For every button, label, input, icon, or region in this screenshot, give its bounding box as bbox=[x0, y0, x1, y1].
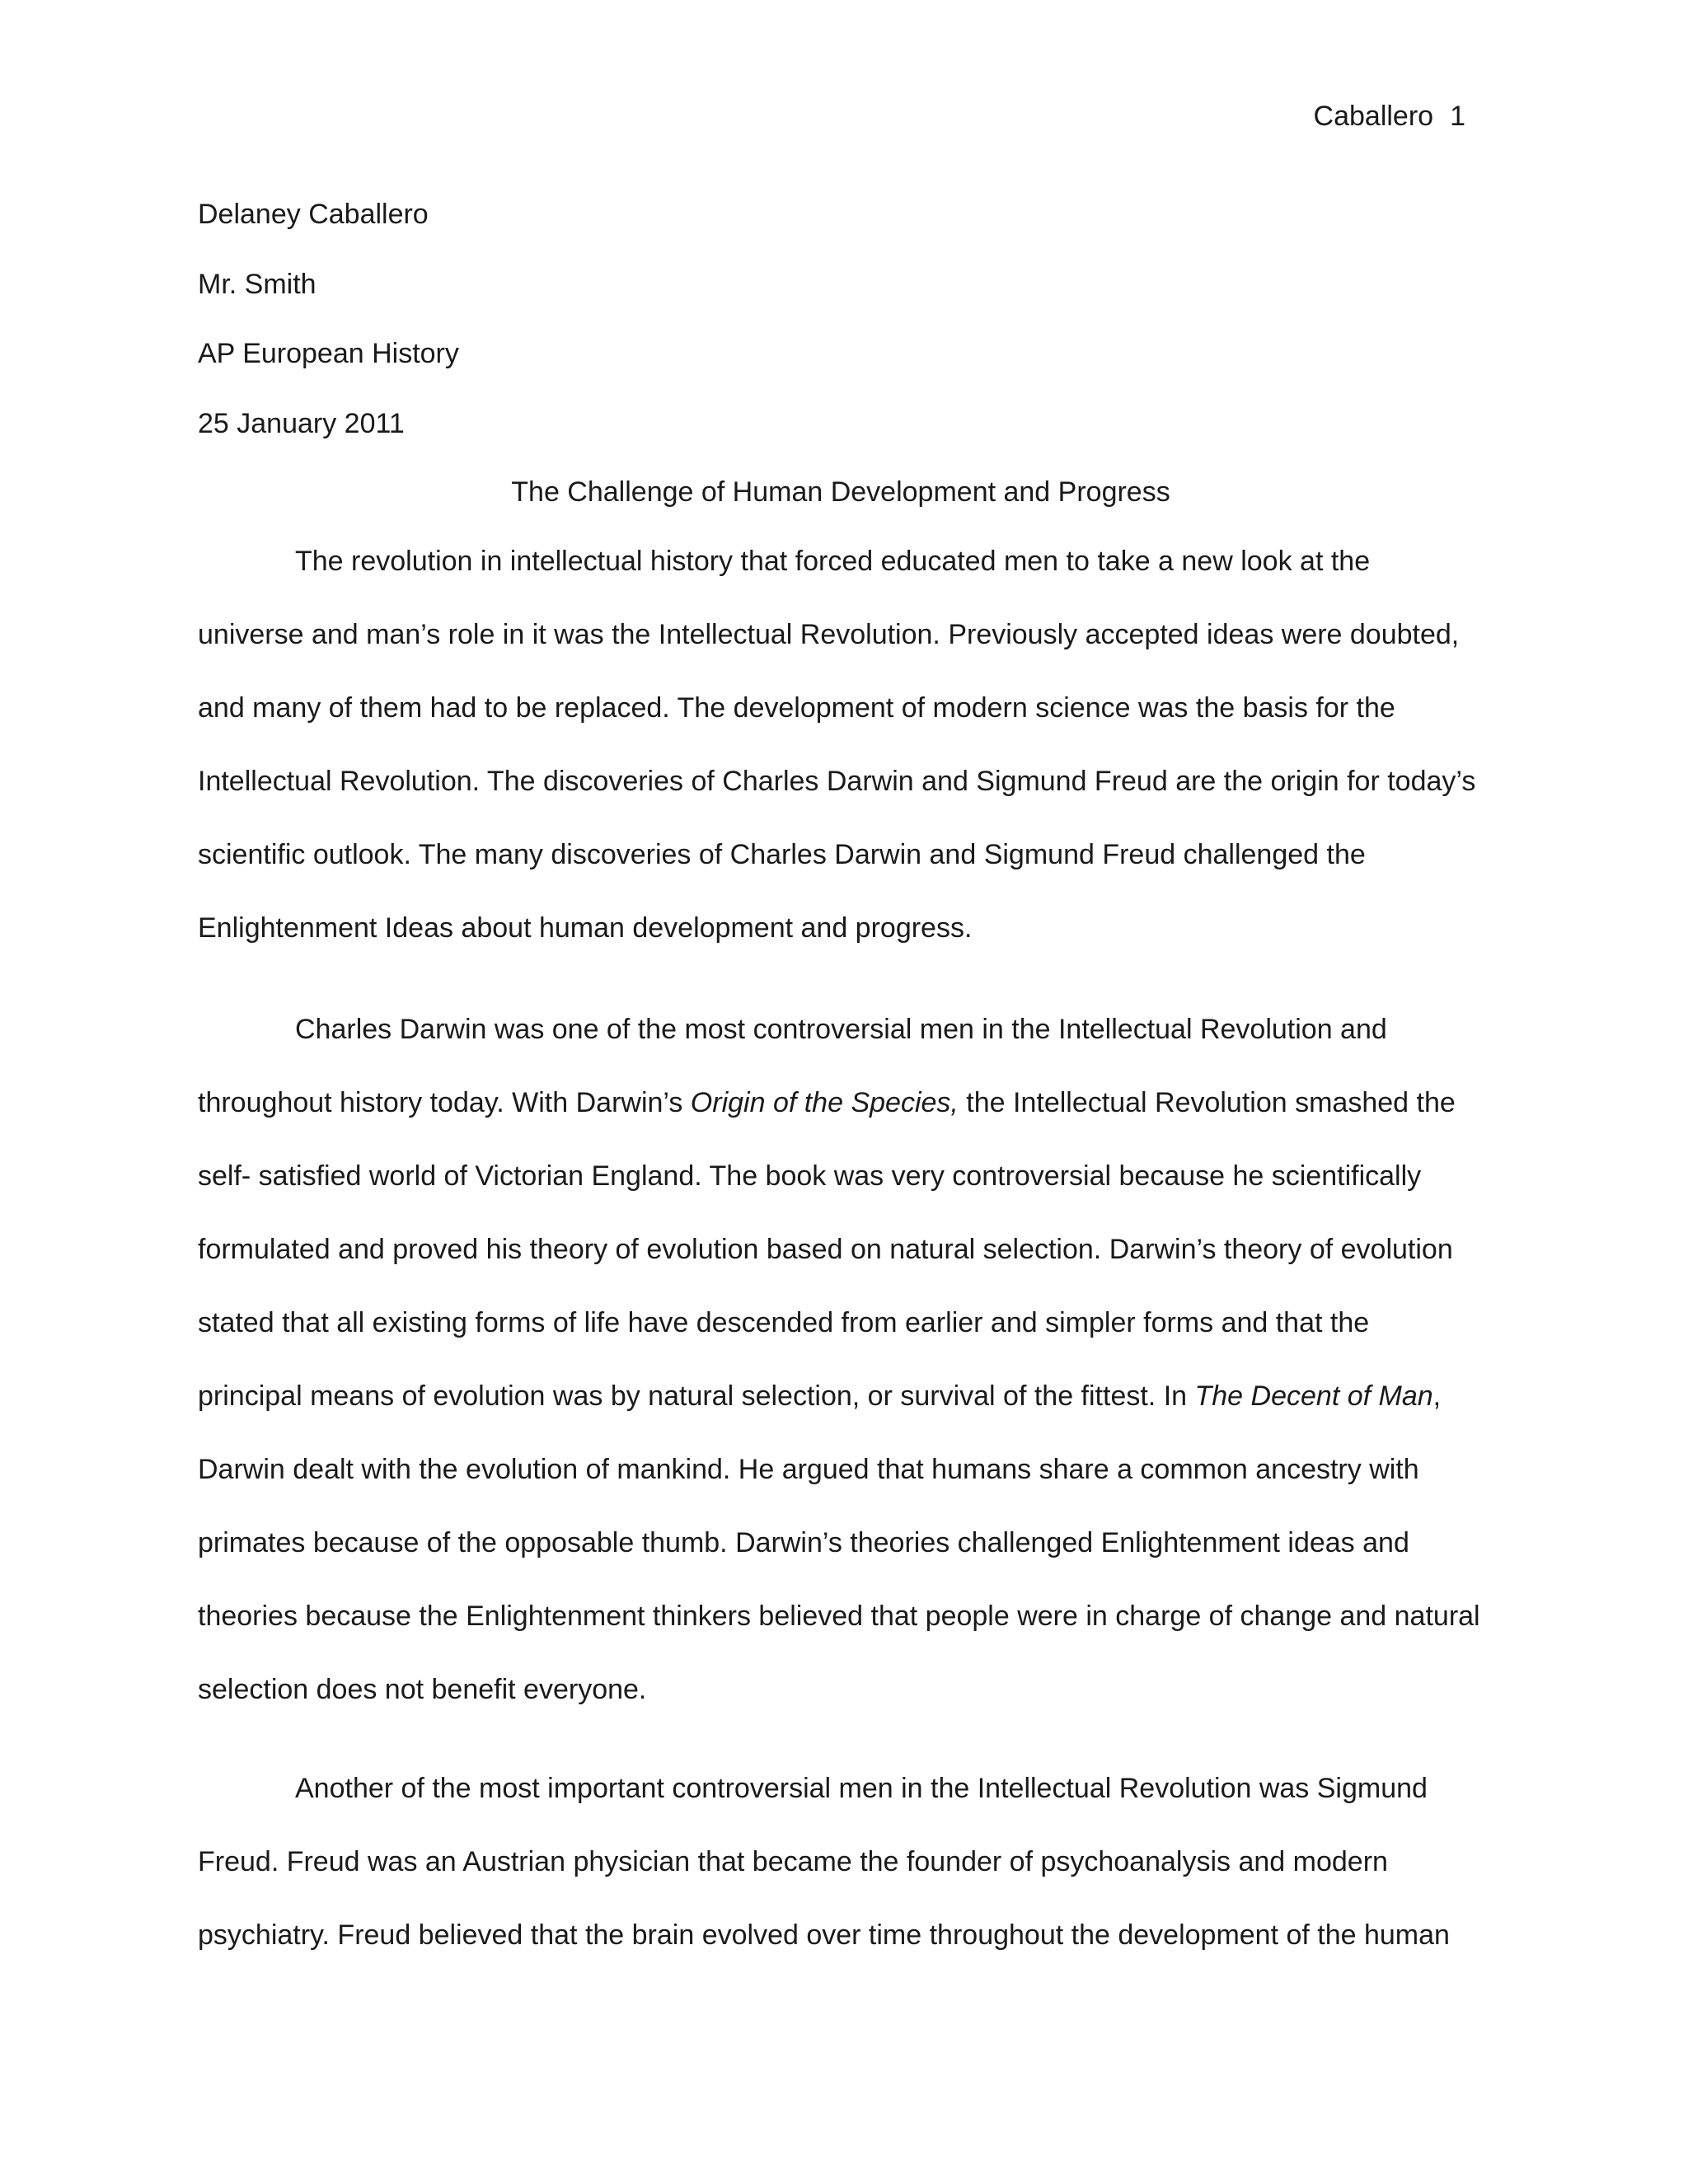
essay-title: The Challenge of Human Development and Progress bbox=[511, 476, 1170, 508]
paragraph-darwin bbox=[198, 1013, 1500, 1706]
student-name: Delaney Caballero bbox=[198, 199, 429, 230]
paragraph-line: The revolution in intellectual history that forced educated men to take a new look at the bbox=[295, 546, 1371, 577]
page-number: 1 bbox=[1450, 101, 1465, 132]
text-run: the Intellectual Revolution smashed the bbox=[958, 1087, 1456, 1118]
book-title-italic: The Decent of Man bbox=[1194, 1380, 1433, 1412]
paragraph-freud bbox=[198, 1772, 1500, 1952]
paragraph-line: psychiatry. Freud believed that the brain evolved over time throughout the development of the human bbox=[198, 1919, 1450, 1951]
date: 25 January 2011 bbox=[198, 407, 405, 439]
paragraph-line: primates because of the opposable thumb. Darwin’s theories challenged Enlightenment ideas and bbox=[198, 1527, 1409, 1558]
paragraph-line: scientific outlook. The many discoveries of Charles Darwin and Sigmund Freud challenged the bbox=[198, 839, 1366, 870]
paragraph-line bbox=[198, 1086, 1500, 1160]
book-title-italic: Origin of the Species, bbox=[690, 1087, 959, 1118]
paragraph-line: selection does not benefit everyone. bbox=[198, 1674, 647, 1705]
paragraph-line: Enlightenment Ideas about human development and progress. bbox=[198, 912, 973, 944]
paragraph-line: universe and man’s role in it was the Intellectual Revolution. Previously accepted ideas were doubted, bbox=[198, 619, 1460, 650]
header-surname: Caballero bbox=[1313, 101, 1434, 132]
paragraph-line: Darwin dealt with the evolution of mankind. He argued that humans share a common ancestry with bbox=[198, 1454, 1419, 1485]
paragraph-line: and many of them had to be replaced. The development of modern science was the basis for the bbox=[198, 692, 1395, 724]
text-run: , bbox=[1432, 1380, 1442, 1412]
running-header bbox=[1314, 100, 1465, 133]
paragraph-line: Intellectual Revolution. The discoveries of Charles Darwin and Sigmund Freud are the origin for today’s bbox=[198, 766, 1476, 797]
paragraph-intro bbox=[198, 545, 1500, 944]
paragraph-line: formulated and proved his theory of evolution based on natural selection. Darwin’s theory of evolution bbox=[198, 1234, 1453, 1265]
paragraph-line: Freud. Freud was an Austrian physician that became the founder of psychoanalysis and modern bbox=[198, 1846, 1388, 1877]
text-run: principal means of evolution was by natural selection, or survival of the fittest. In bbox=[198, 1380, 1195, 1412]
paragraph-line bbox=[198, 1380, 1500, 1453]
paragraph-line: stated that all existing forms of life have descended from earlier and simpler forms and that the bbox=[198, 1307, 1370, 1338]
text-run: throughout history today. With Darwin’s bbox=[198, 1087, 691, 1118]
course-name: AP European History bbox=[198, 338, 459, 369]
mla-heading bbox=[198, 198, 1484, 476]
teacher-name: Mr. Smith bbox=[198, 268, 316, 300]
paragraph-line: Another of the most important controversial men in the Intellectual Revolution was Sigmund bbox=[295, 1773, 1428, 1804]
paragraph-line: theories because the Enlightenment thinkers believed that people were in charge of change and natural bbox=[198, 1601, 1480, 1632]
paragraph-line: Charles Darwin was one of the most controversial men in the Intellectual Revolution and bbox=[295, 1014, 1387, 1045]
paragraph-line: self- satisfied world of Victorian England. The book was very controversial because he scientifically bbox=[198, 1160, 1422, 1192]
